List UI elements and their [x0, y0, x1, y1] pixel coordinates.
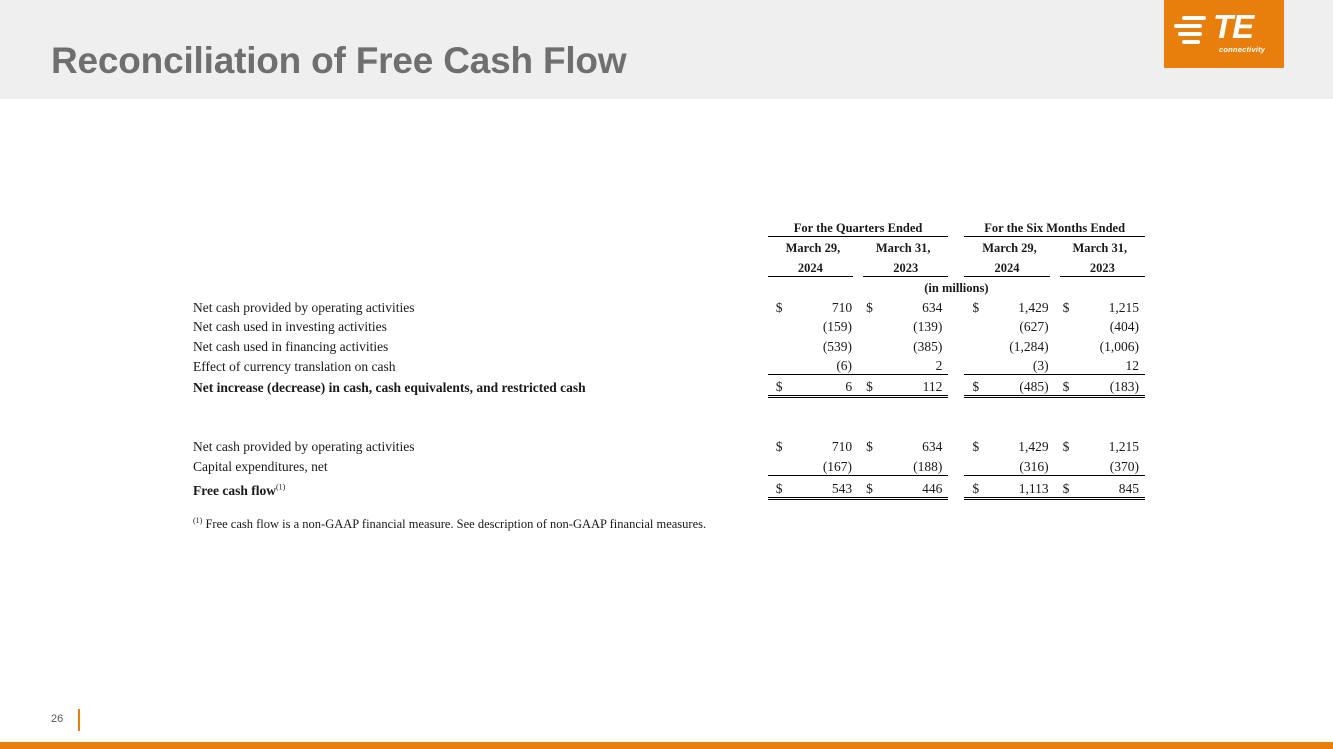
logo-tagline: connectivity: [1219, 45, 1266, 54]
row-value: 1,429: [1018, 299, 1049, 315]
row-value: 1,429: [1018, 439, 1049, 454]
footnote-ref: (1): [275, 482, 286, 491]
currency-symbol: $: [775, 299, 783, 315]
page-title: Reconciliation of Free Cash Flow: [51, 40, 627, 81]
row-value: 543: [790, 475, 858, 499]
row-value: 710: [831, 299, 853, 315]
row-value: (404): [1109, 319, 1139, 334]
total-row: [190, 375, 1145, 397]
row-label: Net cash provided by operating activities: [193, 439, 415, 454]
row-value: (370): [1077, 455, 1145, 475]
te-connectivity-logo: [1164, 0, 1284, 68]
row-value: (159): [822, 319, 853, 334]
currency-symbol: $: [768, 375, 790, 397]
col-header-2-line1: March 31,: [875, 241, 931, 255]
row-label: Net cash provided by operating activities: [193, 299, 415, 315]
row-value: (316): [986, 455, 1054, 475]
row-value: (1,284): [1009, 338, 1049, 354]
footnote-text: Free cash flow is a non-GAAP financial measure. See description of non-GAAP financial measures.: [205, 517, 707, 531]
row-value: (385): [913, 338, 943, 354]
page-number-divider: [78, 709, 80, 731]
table-row: [190, 355, 1145, 375]
footnote-marker: (1): [193, 515, 203, 525]
currency-symbol: $: [1055, 375, 1077, 397]
currency-symbol: $: [972, 299, 980, 315]
row-value: 12: [1077, 355, 1145, 375]
row-value: (188): [880, 455, 948, 475]
row-value: (3): [986, 355, 1054, 375]
currency-symbol: $: [858, 375, 880, 397]
row-value: (183): [1077, 375, 1145, 397]
table-row: [190, 335, 1145, 355]
col-header-2-line2: 2023: [858, 256, 948, 276]
currency-symbol: $: [768, 475, 790, 499]
table-row: [190, 296, 1145, 316]
currency-symbol: $: [964, 475, 986, 499]
currency-symbol: $: [775, 439, 783, 454]
bottom-accent-bar: [0, 742, 1333, 749]
row-value: 6: [790, 375, 858, 397]
row-value: 1,215: [1108, 439, 1139, 454]
row-value: (6): [790, 355, 858, 375]
units-row: [190, 276, 1145, 296]
group-header-quarters: For the Quarters Ended: [768, 216, 949, 236]
col-header-3-line2: 2024: [964, 256, 1054, 276]
row-value: 1,215: [1108, 299, 1139, 315]
free-cash-flow-label: Free cash flow: [193, 482, 276, 498]
row-label: [190, 475, 760, 499]
col-header-4-line1: March 31,: [1072, 241, 1128, 255]
row-label: Effect of currency translation on cash: [193, 358, 396, 374]
currency-symbol: $: [1062, 439, 1070, 454]
row-label: Net cash used in financing activities: [193, 338, 389, 354]
currency-symbol: $: [972, 439, 980, 454]
row-value: (539): [822, 338, 853, 354]
row-value: 112: [880, 375, 948, 397]
row-label: Net increase (decrease) in cash, cash equivalents, and restricted cash: [193, 380, 586, 395]
row-value: 2: [880, 355, 948, 375]
row-label: Net cash used in investing activities: [193, 319, 387, 334]
free-cash-flow-table: [190, 216, 1145, 500]
column-header-row-1: [190, 236, 1145, 256]
row-value: 634: [922, 439, 943, 454]
currency-symbol: $: [1062, 299, 1070, 315]
col-header-1-line1: March 29,: [785, 241, 841, 255]
table-row: [190, 455, 1145, 475]
logo-wordmark: TE: [1213, 8, 1254, 45]
row-value: 845: [1077, 475, 1145, 499]
currency-symbol: $: [858, 475, 880, 499]
row-value: (627): [1019, 319, 1049, 334]
row-value: 634: [922, 299, 943, 315]
col-header-1-line2: 2024: [768, 256, 858, 276]
row-label: Capital expenditures, net: [193, 459, 328, 474]
currency-symbol: $: [866, 299, 873, 315]
total-row: [190, 475, 1145, 499]
col-header-3-line1: March 29,: [982, 241, 1037, 255]
table-row: [190, 436, 1145, 456]
col-header-4-line2: 2023: [1055, 256, 1145, 276]
row-value: (139): [913, 319, 943, 334]
row-value: 446: [880, 475, 948, 499]
row-value: (485): [986, 375, 1054, 397]
table-row: [190, 316, 1145, 336]
group-header-six-months: For the Six Months Ended: [964, 216, 1145, 236]
column-header-row-2: [190, 256, 1145, 276]
row-value: 1,113: [986, 475, 1054, 499]
currency-symbol: $: [866, 439, 873, 454]
row-value: (167): [790, 455, 858, 475]
currency-symbol: $: [964, 375, 986, 397]
group-header-row: [190, 216, 1145, 236]
row-value: (1,006): [1099, 338, 1139, 354]
page-number: 26: [51, 713, 64, 725]
currency-symbol: $: [1055, 475, 1077, 499]
units-label: (in millions): [924, 281, 989, 295]
footnote: [193, 517, 706, 532]
row-value: 710: [831, 439, 853, 454]
slide-header: [0, 0, 1333, 99]
